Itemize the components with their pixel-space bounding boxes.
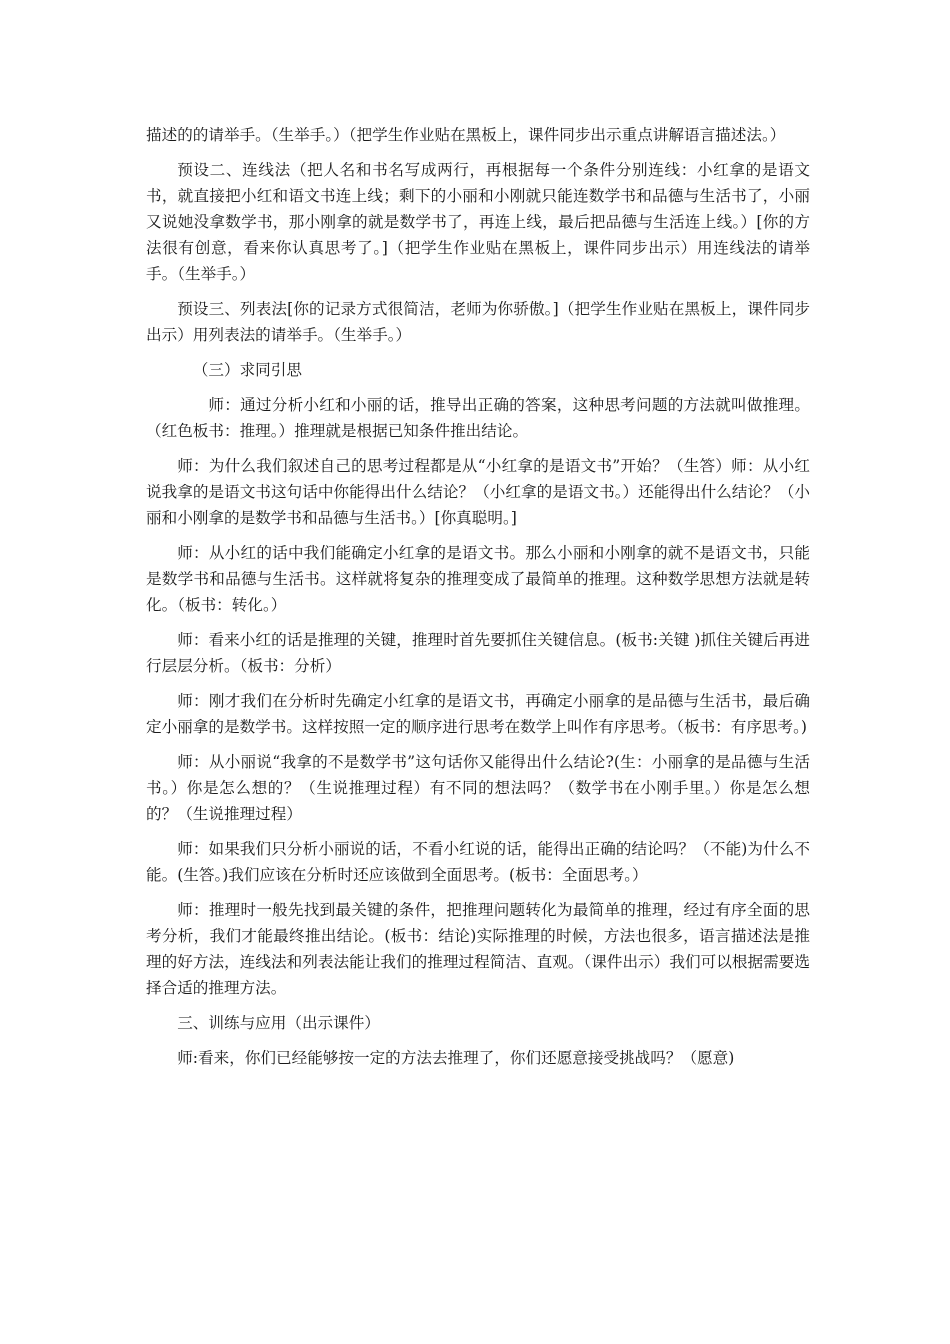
section-heading-seek-common: （三）求同引思 (192, 361, 302, 379)
paragraph-why-start-from-xiaohong: 师：为什么我们叙述自己的思考过程都是从“小红拿的是语文书”开始？（生答）师：从小红说我拿的是语文书这句话中你能得出什么结论？（小红拿的是语文书。）还能得出什么结论？（小丽和小刚拿的是数学书和品德与生活书。）[你真聪明。] (146, 457, 810, 527)
paragraph-reasoning-summary: 师：推理时一般先找到最关键的条件，把推理问题转化为最简单的推理，经过有序全面的思考分析，我们才能最终推出结论。(板书：结论)实际推理的时候，方法也很多，语言描述法是推理的好方法，连线法和列表法能让我们的推理过程简洁、直观。（课件出示）我们可以根据需要选择合适的推理方法。 (146, 901, 810, 997)
paragraph-preset-three-table-method: 预设三、列表法[你的记录方式很简洁，老师为你骄傲。]（把学生作业贴在黑板上，课件同步出示）用列表法的请举手。（生举手。） (146, 300, 810, 344)
section-heading-training-application: 三、训练与应用（出示课件） (177, 1014, 380, 1032)
document-page (146, 122, 810, 1080)
paragraph-reasoning-definition: 师：通过分析小红和小丽的话，推导出正确的答案，这种思考问题的方法就叫做推理。（红色板书：推理。）推理就是根据已知条件推出结论。 (146, 396, 810, 440)
paragraph-ordered-thinking: 师：刚才我们在分析时先确定小红拿的是语文书，再确定小丽拿的是品德与生活书，最后确定小丽拿的是数学书。这样按照一定的顺序进行思考在数学上叫作有序思考。（板书：有序思考。) (146, 692, 810, 736)
paragraph-xiaoli-statement: 师：从小丽说“我拿的不是数学书”这句话你又能得出什么结论?(生：小丽拿的是品德与生活书。）你是怎么想的？（生说推理过程）有不同的想法吗？（数学书在小刚手里。）你是怎么想的？（生说推理过程） (146, 753, 810, 823)
paragraph-key-information: 师：看来小红的话是推理的关键，推理时首先要抓住关键信息。(板书:关键 )抓住关键后再进行层层分析。（板书：分析） (146, 631, 810, 675)
paragraph-language-method-end: 描述的的请举手。（生举手。）（把学生作业贴在黑板上，课件同步出示重点讲解语言描述法。） (146, 126, 786, 144)
paragraph-preset-two-line-method: 预设二、连线法（把人名和书名写成两行，再根据每一个条件分别连线：小红拿的是语文书，就直接把小红和语文书连上线；剩下的小丽和小刚就只能连数学书和品德与生活书了，小丽又说她没拿数学书，那小刚拿的就是数学书了，再连上线，最后把品德与生活连上线。）[你的方法很有创意，看来你认真思考了。]（把学生作业贴在黑板上，课件同步出示）用连线法的请举手。（生举手。） (146, 161, 810, 283)
paragraph-transformation: 师：从小红的话中我们能确定小红拿的是语文书。那么小丽和小刚拿的就不是语文书，只能是数学书和品德与生活书。这样就将复杂的推理变成了最简单的推理。这种数学思想方法就是转化。（板书：转化。） (146, 544, 810, 614)
paragraph-challenge: 师:看来，你们已经能够按一定的方法去推理了，你们还愿意接受挑战吗？（愿意) (177, 1049, 735, 1067)
paragraph-comprehensive-thinking: 师：如果我们只分析小丽说的话，不看小红说的话，能得出正确的结论吗？（不能)为什么不能。(生答。)我们应该在分析时还应该做到全面思考。(板书：全面思考。） (146, 840, 810, 884)
